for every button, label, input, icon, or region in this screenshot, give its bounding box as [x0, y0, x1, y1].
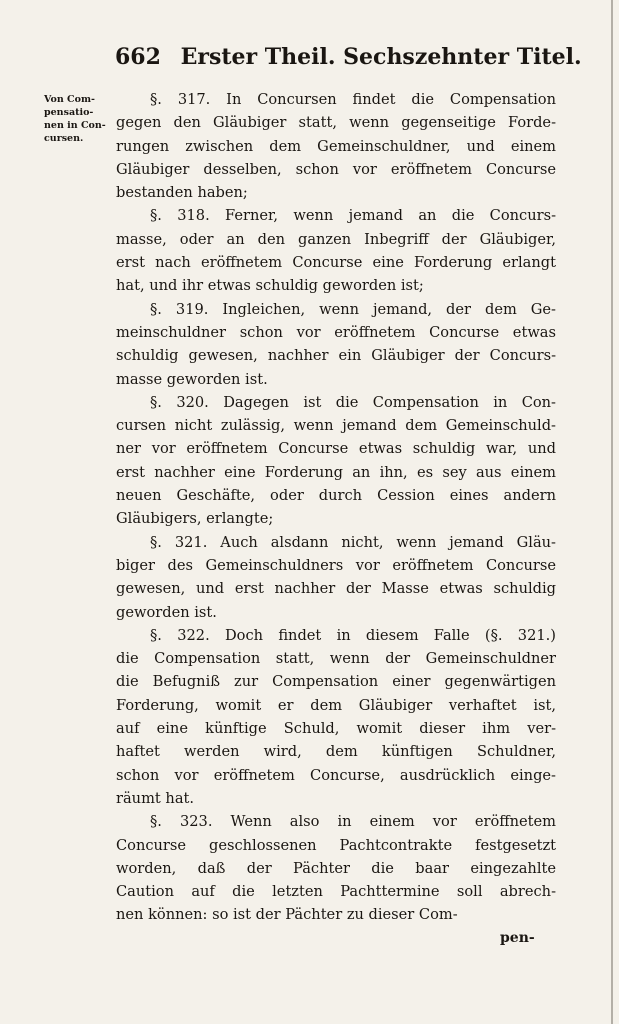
margin-note-line: nen in Con-: [44, 120, 106, 131]
text-line: cursen nicht zulässig, wenn jemand dem Gemeinschuld-: [116, 417, 556, 435]
paragraph: [116, 391, 556, 531]
text-line: die Compensation statt, wenn der Gemeinschuldner: [116, 650, 556, 668]
margin-note-line: cursen.: [44, 133, 84, 144]
margin-note: [44, 93, 116, 145]
paragraph-first-line: §. 320. Dagegen ist die Compensation in Con-: [150, 393, 556, 411]
running-title: Erster Theil. Sechszehnter Titel.: [180, 44, 582, 70]
text-line: schuldig gewesen, nachher ein Gläubiger der Concurs-: [116, 347, 556, 365]
text-line: erst nach eröffnetem Concurse eine Forderung erlangt: [116, 254, 556, 272]
text-line: räumt hat.: [116, 789, 195, 807]
text-line: meinschuldner schon vor eröffnetem Concurse etwas: [116, 323, 556, 341]
paragraph: [116, 88, 556, 204]
paragraph: [116, 624, 556, 810]
text-line: Gläubigers, erlangte;: [116, 510, 274, 528]
text-line: gegen den Gläubiger statt, wenn gegenseitige Forde-: [116, 114, 556, 132]
text-line: erst nachher eine Forderung an ihn, es sey aus einem: [116, 463, 556, 481]
text-line: nen können: so ist der Pächter zu dieser Com-: [116, 906, 458, 924]
text-line: haftet werden wird, dem künftigen Schuldner,: [116, 743, 556, 761]
text-line: worden, daß der Pächter die baar eingezahlte: [116, 859, 556, 877]
paragraph-first-line: §. 318. Ferner, wenn jemand an die Concurs-: [150, 207, 556, 225]
text-line: neuen Geschäfte, oder durch Cession eines andern: [116, 487, 556, 505]
text-line: masse geworden ist.: [116, 370, 268, 388]
text-line: geworden ist.: [116, 603, 217, 621]
text-line: Forderung, womit er dem Gläubiger verhaftet ist,: [116, 696, 556, 714]
text-line: masse, oder an den ganzen Inbegriff der Gläubiger,: [116, 230, 556, 248]
running-header: [115, 44, 582, 78]
paragraph: [116, 204, 556, 297]
text-line: gewesen, und erst nachher der Masse etwas schuldig: [116, 580, 556, 598]
page-number: 662: [115, 44, 161, 70]
text-line: Gläubiger desselben, schon vor eröffnetem Concurse: [116, 160, 556, 178]
text-line: Caution auf die letzten Pachttermine soll abrech-: [116, 883, 556, 901]
margin-note-line: Von Com-: [44, 94, 95, 105]
text-line: bestanden haben;: [116, 184, 248, 202]
text-line: biger des Gemeinschuldners vor eröffnetem Concurse: [116, 556, 556, 574]
paragraph: [116, 531, 556, 624]
text-line: hat, und ihr etwas schuldig geworden ist;: [116, 277, 424, 295]
paragraph: [116, 298, 556, 391]
text-line: Concurse geschlossenen Pachtcontrakte festgesetzt: [116, 836, 556, 854]
text-line: ner vor eröffnetem Concurse etwas schuldig war, und: [116, 440, 556, 458]
paragraph-first-line: §. 319. Ingleichen, wenn jemand, der dem Ge-: [150, 300, 556, 318]
text-line: schon vor eröffnetem Concurse, ausdrücklich einge-: [116, 766, 556, 784]
catchword: pen-: [500, 930, 535, 946]
margin-note-line: pensatio-: [44, 107, 94, 118]
page-edge: [611, 0, 613, 1024]
text-line: die Befugniß zur Compensation einer gegenwärtigen: [116, 673, 556, 691]
page-body: [116, 88, 556, 927]
text-line: rungen zwischen dem Gemeinschuldner, und einem: [116, 137, 556, 155]
paragraph-first-line: §. 322. Doch findet in diesem Falle (§. 321.): [150, 626, 556, 644]
paragraph-first-line: §. 321. Auch alsdann nicht, wenn jemand Gläu-: [150, 533, 556, 551]
paragraph-first-line: §. 317. In Concursen findet die Compensation: [150, 91, 556, 108]
text-line: auf eine künftige Schuld, womit dieser ihm ver-: [116, 720, 556, 738]
paragraph-first-line: §. 323. Wenn also in einem vor eröffnetem: [150, 813, 556, 831]
paragraph: [116, 810, 556, 926]
